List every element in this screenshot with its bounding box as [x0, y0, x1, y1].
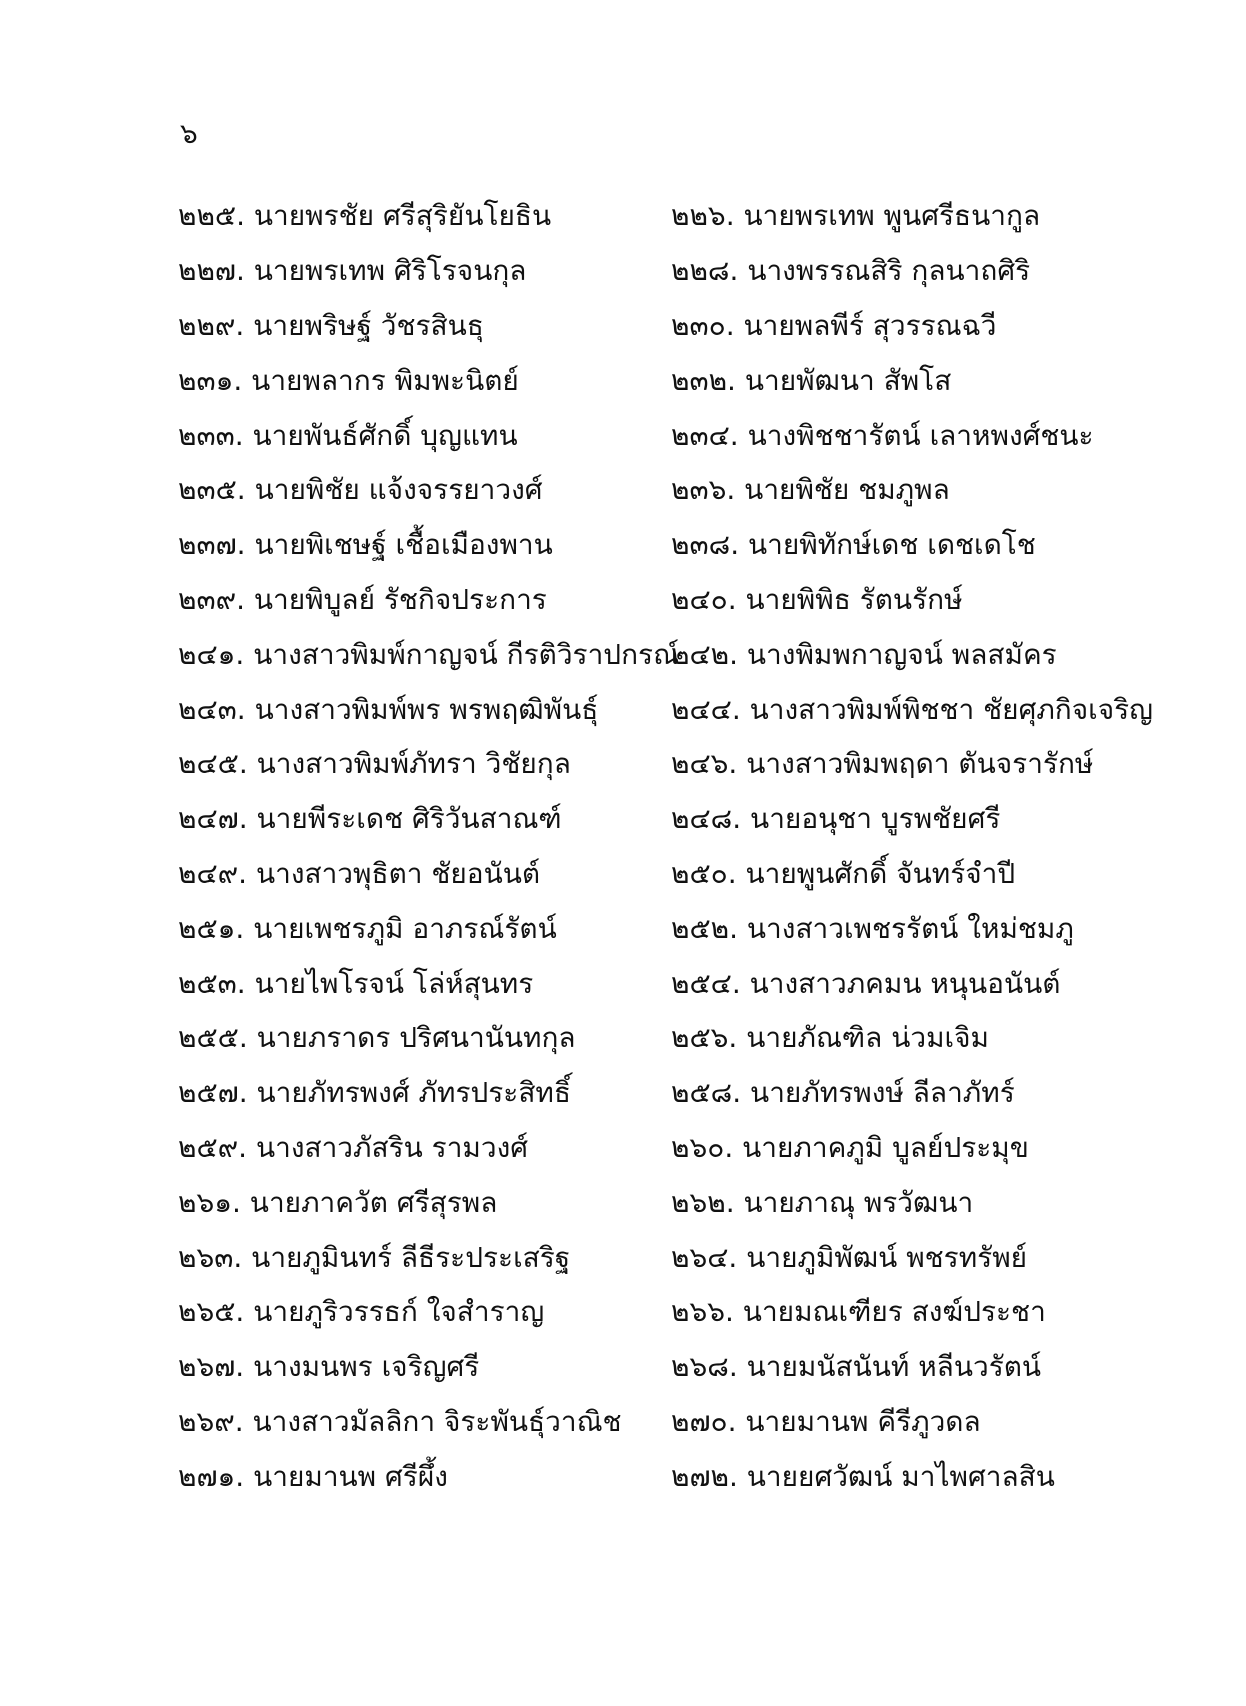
list-item: ๒๒๗. นายพรเทพ ศิริโรจนกุล [178, 254, 527, 288]
list-item: ๒๖๑. นายภาควัต ศรีสุรพล [178, 1185, 498, 1219]
list-item: ๒๖๗. นางมนพร เจริญศรี [178, 1350, 480, 1384]
page-number: ๖ [180, 117, 198, 150]
list-item: ๒๕๗. นายภัทรพงศ์ ภัทรประสิทธิ์ [178, 1076, 571, 1110]
list-item: ๒๖๒. นายภาณุ พรวัฒนา [671, 1185, 974, 1219]
list-item: ๒๔๘. นายอนุชา บูรพชัยศรี [671, 802, 1001, 836]
list-item: ๒๕๖. นายภัณฑิล น่วมเจิม [671, 1021, 989, 1055]
list-item: ๒๓๑. นายพลากร พิมพะนิตย์ [178, 363, 519, 397]
list-item: ๒๖๔. นายภูมิพัฒน์ พชรทรัพย์ [671, 1240, 1028, 1274]
list-item: ๒๖๐. นายภาคภูมิ บูลย์ประมุข [671, 1130, 1029, 1164]
list-item: ๒๒๙. นายพริษฐ์ วัชรสินธุ [178, 308, 484, 342]
list-item: ๒๓๘. นายพิทักษ์เดช เดชเดโช [671, 528, 1036, 562]
list-item: ๒๓๐. นายพลพีร์ สุวรรณฉวี [671, 308, 997, 342]
list-item: ๒๔๖. นางสาวพิมพฤดา ตันจรารักษ์ [671, 747, 1094, 781]
list-item: ๒๕๓. นายไพโรจน์ โล่ห์สุนทร [178, 966, 534, 1000]
list-item: ๒๓๖. นายพิชัย ชมภูพล [671, 473, 950, 507]
list-item: ๒๓๗. นายพิเชษฐ์ เชื้อเมืองพาน [178, 528, 553, 562]
name-list [178, 189, 1154, 1504]
list-item: ๒๔๓. นางสาวพิมพ์พร พรพฤฒิพันธุ์ [178, 692, 599, 726]
list-item: ๒๒๕. นายพรชัย ศรีสุริยันโยธิน [178, 199, 552, 233]
list-item: ๒๒๘. นางพรรณสิริ กุลนาถศิริ [671, 254, 1031, 288]
list-item: ๒๕๔. นางสาวภคมน หนุนอนันต์ [671, 966, 1061, 1000]
list-item: ๒๓๓. นายพันธ์ศักดิ์ บุญแทน [178, 418, 518, 452]
list-item: ๒๔๑. นางสาวพิมพ์กาญจน์ กีรติวิราปกรณ์ [178, 637, 680, 671]
list-item: ๒๕๐. นายพูนศักดิ์ จันทร์จำปี [671, 856, 1016, 890]
list-item: ๒๔๗. นายพีระเดช ศิริวันสาณฑ์ [178, 802, 562, 836]
list-item: ๒๕๒. นางสาวเพชรรัตน์ ใหม่ชมภู [671, 911, 1074, 945]
list-item: ๒๕๙. นางสาวภัสริน รามวงศ์ [178, 1130, 529, 1164]
list-item: ๒๓๒. นายพัฒนา สัพโส [671, 363, 952, 397]
list-item: ๒๗๐. นายมานพ คีรีภูวดล [671, 1404, 981, 1438]
list-item: ๒๖๙. นางสาวมัลลิกา จิระพันธุ์วาณิช [178, 1404, 622, 1438]
list-item: ๒๒๖. นายพรเทพ พูนศรีธนากูล [671, 199, 1041, 233]
list-item: ๒๔๔. นางสาวพิมพ์พิชชา ชัยศุภกิจเจริญ [671, 692, 1154, 726]
list-item: ๒๖๕. นายภูริวรรธก์ ใจสำราญ [178, 1295, 545, 1329]
list-item: ๒๔๐. นายพิพิธ รัตนรักษ์ [671, 582, 963, 616]
list-item: ๒๕๑. นายเพชรภูมิ อาภรณ์รัตน์ [178, 911, 557, 945]
list-item: ๒๓๙. นายพิบูลย์ รัชกิจประการ [178, 582, 547, 616]
list-item: ๒๔๒. นางพิมพกาญจน์ พลสมัคร [671, 637, 1057, 671]
list-item: ๒๗๑. นายมานพ ศรีผึ้ง [178, 1459, 448, 1493]
list-item: ๒๖๓. นายภูมินทร์ ลีธีระประเสริฐ [178, 1240, 571, 1274]
list-item: ๒๔๕. นางสาวพิมพ์ภัทรา วิชัยกุล [178, 747, 571, 781]
list-item: ๒๗๒. นายยศวัฒน์ มาไพศาลสิน [671, 1459, 1055, 1493]
list-item: ๒๖๖. นายมณเฑียร สงฆ์ประชา [671, 1295, 1046, 1329]
list-item: ๒๖๘. นายมนัสนันท์ หลีนวรัตน์ [671, 1350, 1042, 1384]
list-item: ๒๕๘. นายภัทรพงษ์ ลีลาภัทร์ [671, 1076, 1015, 1110]
list-item: ๒๓๕. นายพิชัย แจ้งจรรยาวงศ์ [178, 473, 543, 507]
list-item: ๒๓๔. นางพิชชารัตน์ เลาหพงศ์ชนะ [671, 418, 1094, 452]
list-item: ๒๔๙. นางสาวพุธิตา ชัยอนันต์ [178, 856, 541, 890]
list-item: ๒๕๕. นายภราดร ปริศนานันทกุล [178, 1021, 576, 1055]
